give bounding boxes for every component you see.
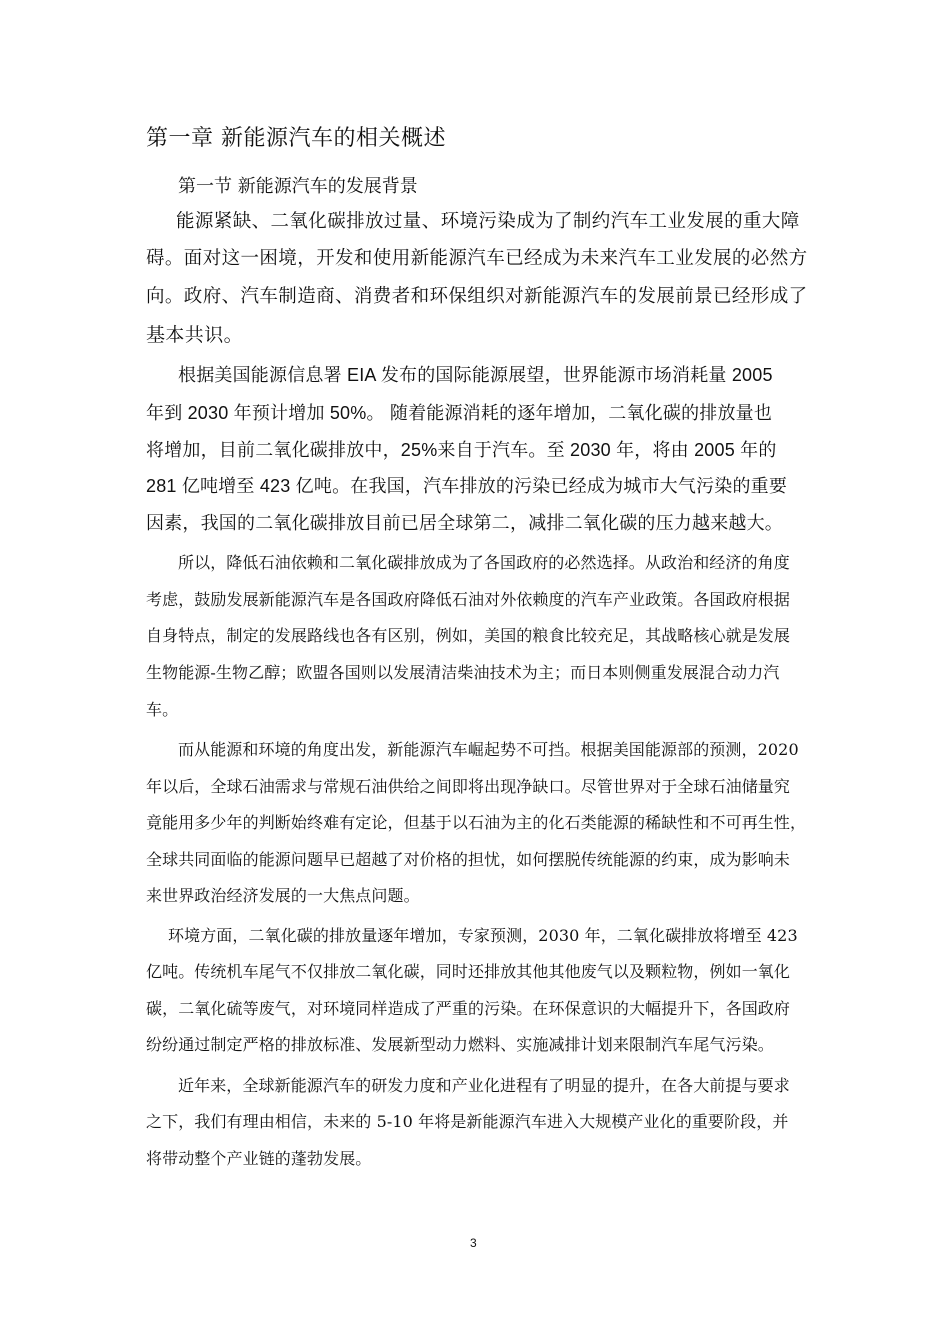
paragraph-4-line: 来世界政治经济发展的一大焦点问题。: [146, 886, 420, 905]
paragraph-6-line: 将带动整个产业链的蓬勃发展。: [146, 1149, 372, 1168]
paragraph-3-line: 车。: [146, 700, 179, 719]
paragraph-4-line: 而从能源和环境的角度出发，新能源汽车崛起势不可挡。根据美国能源部的预测，2020: [178, 740, 799, 759]
paragraph-6-line: 近年来，全球新能源汽车的研发力度和产业化进程有了明显的提升，在各大前提与要求: [178, 1076, 790, 1095]
paragraph-2-line: 281 亿吨增至 423 亿吨。在我国，汽车排放的污染已经成为城市大气污染的重要: [146, 476, 788, 496]
paragraph-2-line: 因素，我国的二氧化碳排放目前已居全球第二，减排二氧化碳的压力越来越大。: [146, 513, 783, 533]
paragraph-2-line: 年到 2030 年预计增加 50%。 随着能源消耗的逐年增加，二氧化碳的排放量也: [146, 403, 773, 423]
section-title: 第一节 新能源汽车的发展背景: [178, 176, 418, 197]
paragraph-3-line: 生物能源-生物乙醇；欧盟各国则以发展清洁柴油技术为主；而日本则侧重发展混合动力汽: [146, 663, 780, 682]
paragraph-2-line: 将增加，目前二氧化碳排放中，25%来自于汽车。至 2030 年，将由 2005 年的: [146, 440, 777, 460]
paragraph-4-line: 全球共同面临的能源问题早已超越了对价格的担忧，如何摆脱传统能源的约束，成为影响未: [146, 850, 791, 869]
paragraph-4-line: 年以后，全球石油需求与常规石油供给之间即将出现净缺口。尽管世界对于全球石油储量究: [146, 777, 791, 796]
page-number: 3: [470, 1236, 477, 1250]
paragraph-5-line: 环境方面，二氧化碳的排放量逐年增加，专家预测，2030 年，二氧化碳排放将增至 423: [168, 926, 798, 945]
paragraph-2-line: 根据美国能源信息署 EIA 发布的国际能源展望，世界能源市场消耗量 2005: [178, 365, 773, 385]
paragraph-3-line: 所以，降低石油依赖和二氧化碳排放成为了各国政府的必然选择。从政治和经济的角度: [178, 553, 790, 572]
paragraph-3-line: 考虑，鼓励发展新能源汽车是各国政府降低石油对外依赖度的汽车产业政策。各国政府根据: [146, 590, 791, 609]
paragraph-5-line: 亿吨。传统机车尾气不仅排放二氧化碳，同时还排放其他其他废气以及颗粒物，例如一氧化: [146, 962, 791, 981]
chapter-title: 第一章 新能源汽车的相关概述: [146, 126, 446, 151]
paragraph-6-line: 之下，我们有理由相信，未来的 5-10 年将是新能源汽车进入大规模产业化的重要阶段，并: [146, 1112, 789, 1131]
paragraph-1-line: 基本共识。: [146, 324, 244, 346]
paragraph-5-line: 纷纷通过制定严格的排放标准、发展新型动力燃料、实施减排计划来限制汽车尾气污染。: [146, 1035, 774, 1054]
paragraph-4-line: 竟能用多少年的判断始终难有定论，但基于以石油为主的化石类能源的稀缺性和不可再生性，: [146, 813, 807, 832]
paragraph-5-line: 碳，二氧化硫等废气，对环境同样造成了严重的污染。在环保意识的大幅提升下，各国政府: [146, 999, 791, 1018]
paragraph-1-line: 向。政府、汽车制造商、消费者和环保组织对新能源汽车的发展前景已经形成了: [146, 286, 808, 307]
paragraph-1-line: 能源紧缺、二氧化碳排放过量、环境污染成为了制约汽车工业发展的重大障: [176, 211, 800, 232]
paragraph-1-line: 碍。面对这一困境，开发和使用新能源汽车已经成为未来汽车工业发展的必然方: [146, 248, 808, 269]
paragraph-3-line: 自身特点，制定的发展路线也各有区别，例如，美国的粮食比较充足，其战略核心就是发展: [146, 626, 791, 645]
